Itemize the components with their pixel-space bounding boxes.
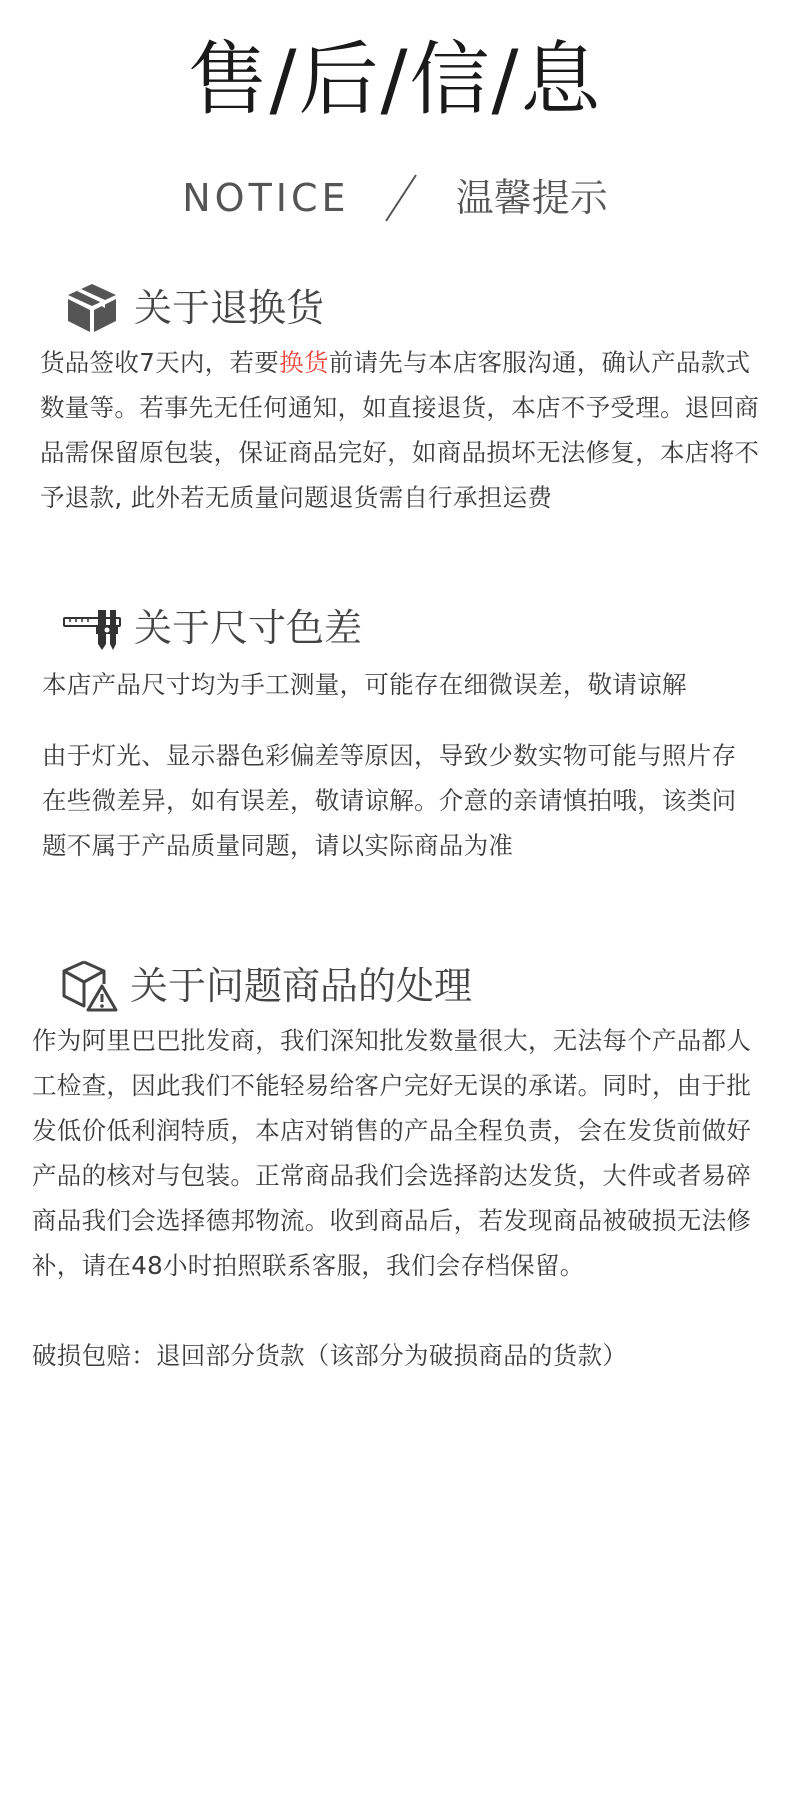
subtitle (0, 165, 790, 225)
section-title: 关于退换货 (134, 286, 325, 330)
paragraph: 本店产品尺寸均为手工测量，可能存在细微误差，敬请谅解 (42, 670, 687, 699)
text-run: 前请先与本店客服沟通，确认产品款式数量等。若事先无任何通知，如直接退货，本店不予受理。退回商品需保留原包装，保证商品完好，如商品损坏无法修复，本店将不予退款, 此外若无质量问题退货需自行承担运费 (40, 348, 760, 512)
text-run: 货品签收7天内，若要 (40, 348, 280, 377)
caliper-icon (62, 600, 122, 656)
section-header (58, 956, 472, 1016)
section-title: 关于问题商品的处理 (130, 964, 473, 1008)
section-title: 关于尺寸色差 (134, 606, 363, 650)
subtitle-chinese: 温馨提示 (455, 175, 608, 220)
highlight-text: 换货 (279, 348, 329, 377)
slash-divider-icon (384, 173, 418, 223)
paragraph: 由于灯光、显示器色彩偏差等原因，导致少数实物可能与照片存在些微差异，如有误差，敬请谅解。介意的亲请慎拍哦，该类问题不属于产品质量同题，请以实际商品为准 (42, 741, 737, 860)
section-header (62, 598, 362, 658)
box-icon (62, 280, 122, 336)
section-header (62, 278, 324, 338)
paragraph: 作为阿里巴巴批发商，我们深知批发数量很大，无法每个产品都人工检查，因此我们不能轻易给客户完好无误的承诺。同时，由于批发低价低利润特质，本店对销售的产品全程负责，会在发货前做好产品的核对与包装。正常商品我们会选择韵达发货，大件或者易碎商品我们会选择德邦物流。收到商品后，若发现商品被破损无法修补，请在48小时拍照联系客服，我们会存档保留。 (32, 1026, 752, 1280)
paragraph (40, 340, 765, 520)
box-warning-icon (58, 958, 118, 1014)
paragraph: 破损包赔：退回部分货款（该部分为破损商品的货款） (32, 1341, 628, 1370)
subtitle-english: NOTICE (182, 175, 350, 220)
page-title: 售/后/信/息 (187, 33, 603, 126)
